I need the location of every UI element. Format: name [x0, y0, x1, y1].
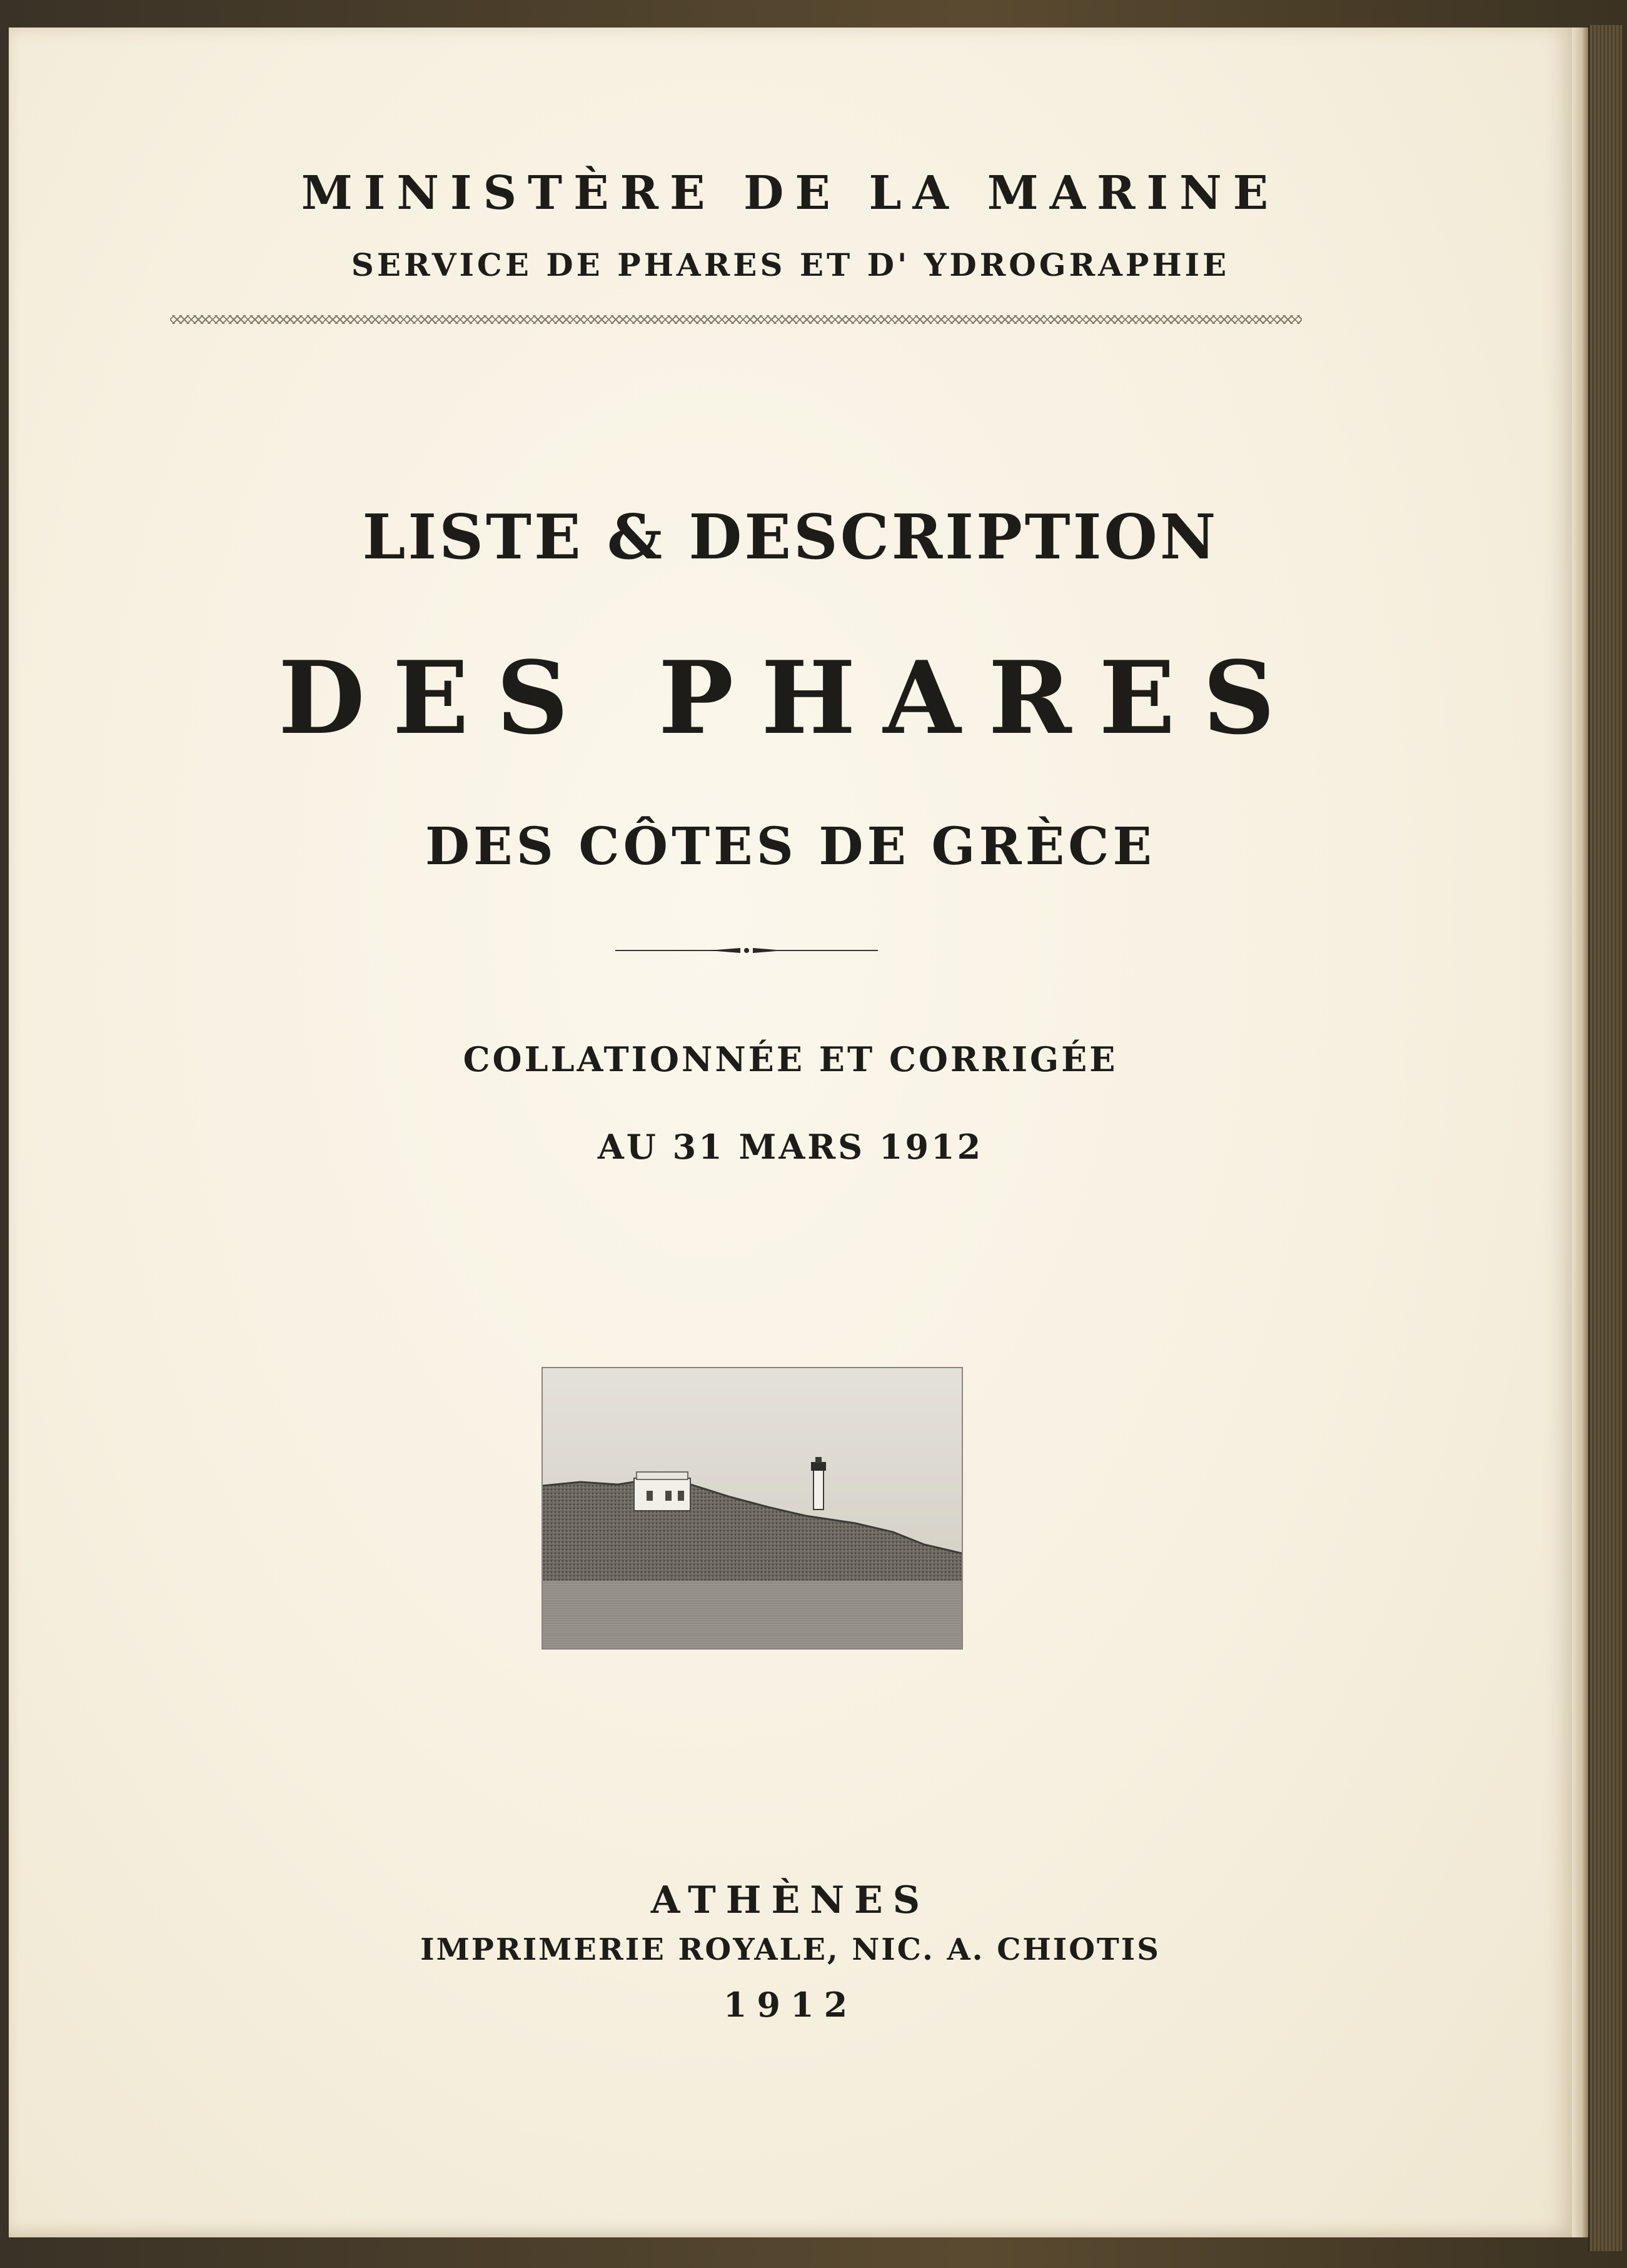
page-edge-shadow [1572, 28, 1588, 2237]
service-subheading: SERVICE DE PHARES ET D' YDROGRAPHIE [351, 246, 1230, 283]
title-line-1: LISTE & DESCRIPTION [362, 501, 1219, 573]
edition-line-1: COLLATIONNÉE ET CORRIGÉE [463, 1039, 1118, 1079]
imprint-year: 1912 [723, 1985, 858, 2025]
title-main: DES PHARES [278, 639, 1303, 757]
imprint-city: ATHÈNES [650, 1878, 930, 1922]
title-line-3: DES CÔTES DE GRÈCE [425, 817, 1156, 877]
imprint-printer: IMPRIMERIE ROYALE, NIC. A. CHIOTIS [420, 1932, 1161, 1967]
lighthouse-photo-image [543, 1368, 962, 1648]
ministry-heading: MINISTÈRE DE LA MARINE [301, 166, 1280, 220]
lighthouse-photograph [541, 1367, 963, 1650]
decorative-rule [170, 315, 1302, 324]
ornament-divider [615, 945, 878, 955]
title-page [9, 28, 1572, 2237]
book-spine-edge [1588, 25, 1622, 2251]
edition-date: AU 31 MARS 1912 [597, 1127, 984, 1167]
